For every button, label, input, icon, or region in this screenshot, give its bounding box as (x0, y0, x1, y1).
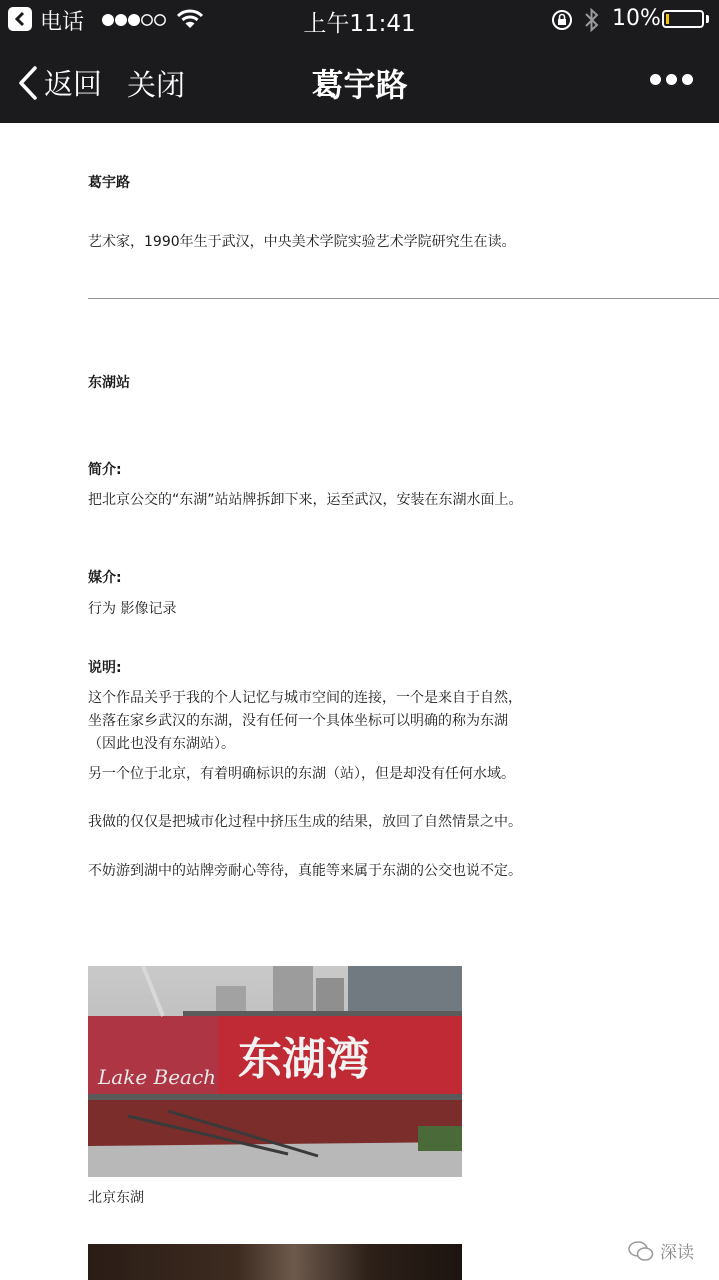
author-name: 葛宇路 (88, 175, 130, 191)
back-label: 返回 (44, 67, 103, 101)
medium-heading: 媒介: (88, 570, 122, 586)
top-bar (0, 0, 719, 123)
medium-text: 行为 影像记录 (88, 601, 177, 617)
section-divider (88, 298, 719, 299)
photo-sign-script: Lake Beach (98, 1065, 217, 1089)
close-button[interactable]: 关闭 (127, 68, 186, 102)
intro-text: 把北京公交的“东湖”站站牌拆卸下来，运至武汉，安装在东湖水面上。 (88, 492, 523, 508)
battery-icon (662, 10, 704, 28)
navigation-bar (0, 40, 719, 123)
notes-heading: 说明: (88, 660, 122, 676)
notes-paragraph-1: 这个作品关乎于我的个人记忆与城市空间的连接，一个是来自于自然，坐落在家乡武汉的东湖，没有任何一个具体坐标可以明确的称为东湖（因此也没有东湖站）。 (88, 690, 522, 752)
bluetooth-icon (584, 7, 600, 33)
page-title: 葛宇路 (311, 66, 408, 104)
article-photo-east-lake[interactable] (88, 966, 462, 1177)
rotation-lock-icon (550, 8, 574, 32)
photo-sign-text: 东湖湾 (238, 1034, 370, 1085)
intro-heading: 简介: (88, 462, 122, 478)
notes-paragraph-3: 我做的仅仅是把城市化过程中挤压生成的结果，放回了自然情景之中。 (88, 814, 522, 830)
status-bar (0, 0, 719, 40)
author-bio: 艺术家，1990年生于武汉，中央美术学院实验艺术学院研究生在读。 (88, 234, 516, 250)
carrier-label: 电话 (40, 10, 85, 35)
work-title: 东湖站 (88, 375, 130, 391)
battery-tip (706, 15, 709, 23)
more-options-button[interactable] (650, 74, 694, 86)
battery-percent: 10% (612, 6, 661, 31)
article-photo-2[interactable] (88, 1244, 462, 1280)
photo-caption: 北京东湖 (88, 1190, 144, 1206)
clock: 上午11:41 (303, 11, 416, 37)
wechat-icon (628, 1241, 654, 1261)
notes-paragraph-4: 不妨游到湖中的站牌旁耐心等待，真能等来属于东湖的公交也说不定。 (88, 863, 522, 879)
watermark (628, 1238, 694, 1263)
watermark-label: 深读 (660, 1243, 694, 1263)
notes-paragraph-2: 另一个位于北京，有着明确标识的东湖（站），但是却没有任何水域。 (88, 766, 515, 782)
